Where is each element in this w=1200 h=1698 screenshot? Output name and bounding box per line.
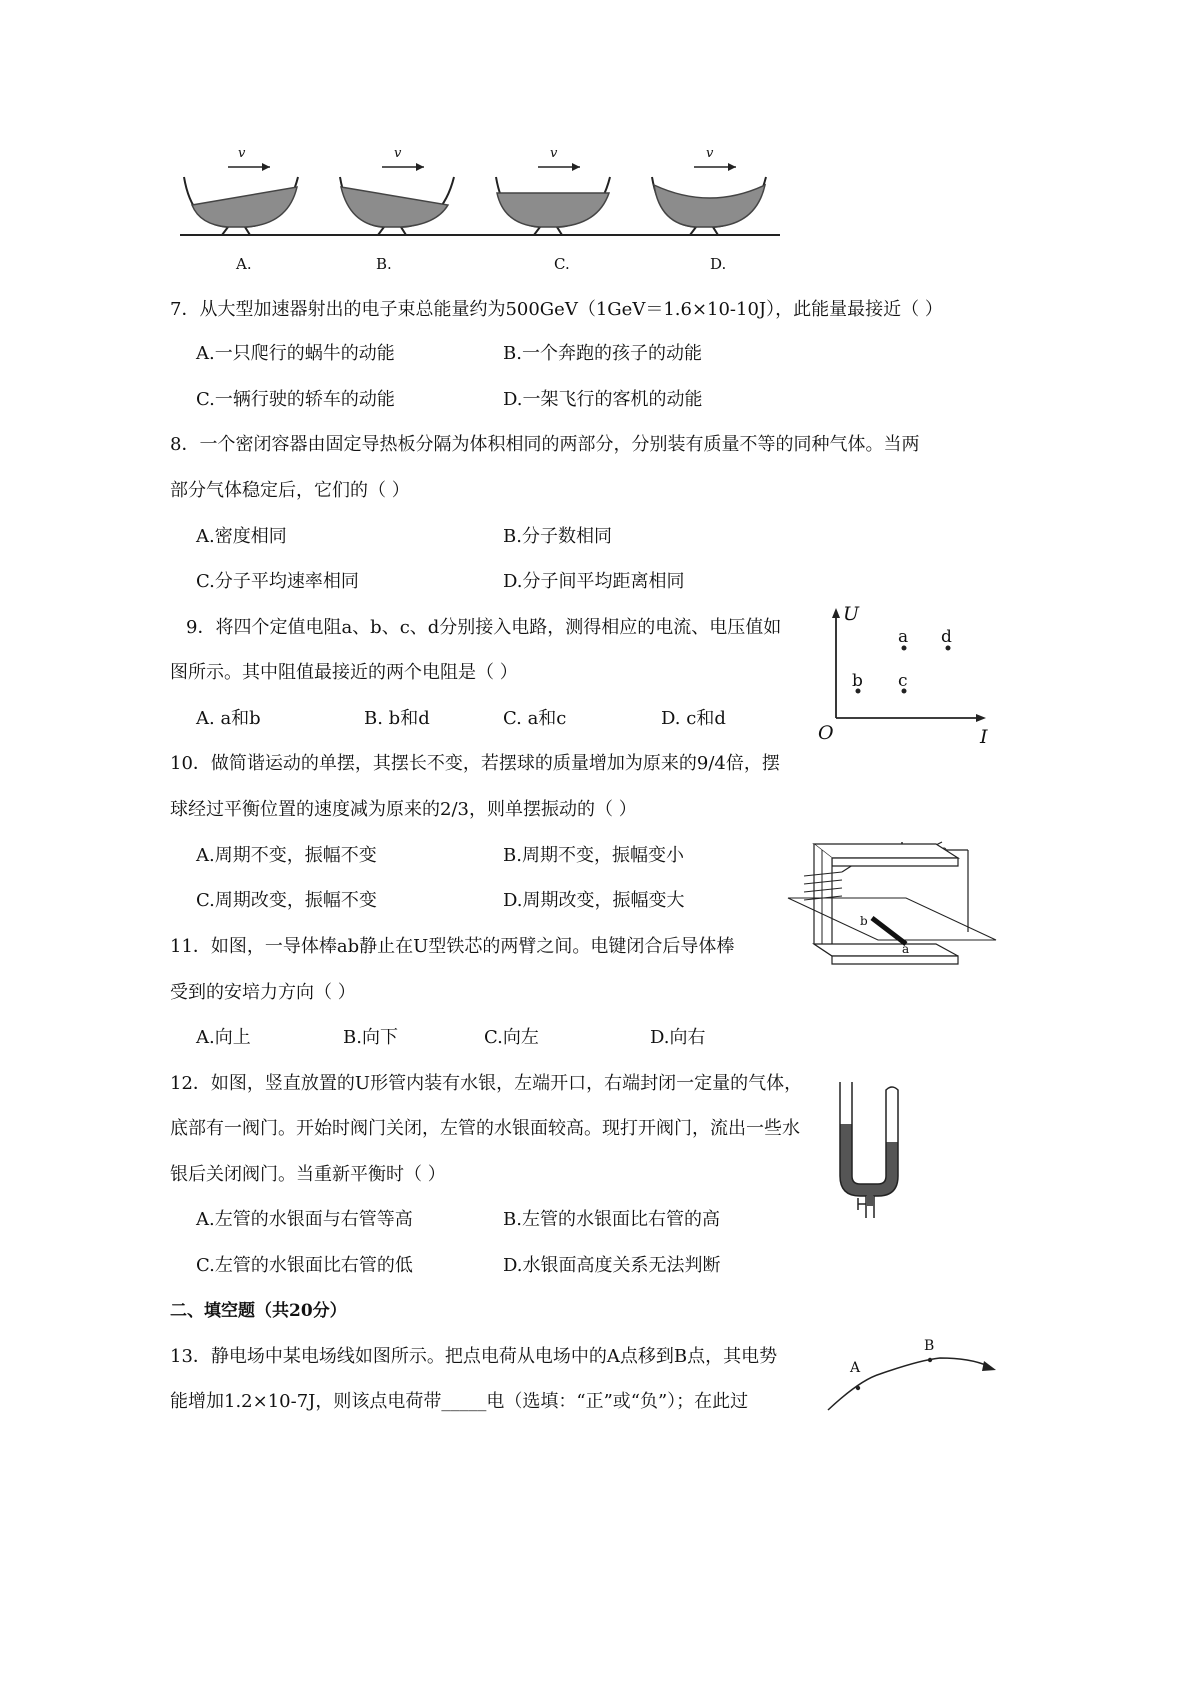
bowl-b [340,163,454,235]
q12-option-a[interactable]: A.左管的水银面与右管等高 [196,1209,413,1230]
q8-stem-line1: 8．一个密闭容器由固定导热板分隔为体积相同的两部分，分别装有质量不等的同种气体。当两 [170,434,920,455]
ui-graph-y-label: U [843,603,860,625]
bowl-d [652,163,766,235]
q9-stem-line2: 图所示。其中阻值最接近的两个电阻是（ ） [170,662,518,683]
q12-option-b[interactable]: B.左管的水银面比右管的高 [503,1209,720,1230]
ui-graph-label-a: a [898,627,909,647]
q11-option-d[interactable]: D.向右 [650,1027,706,1048]
q7-option-b[interactable]: B.一个奔跑的孩子的动能 [503,343,702,364]
q9-stem-line1: 9．将四个定值电阻a、b、c、d分别接入电路，测得相应的电流、电压值如 [186,617,782,638]
q9-option-c[interactable]: C. a和c [503,708,567,729]
q7-option-c[interactable]: C.一辆行驶的轿车的动能 [196,389,395,410]
section-2-title: 二、填空题（共20分） [170,1301,347,1321]
q11-stem-line2: 受到的安培力方向（ ） [170,982,356,1003]
q10-option-d[interactable]: D.周期改变，振幅变大 [503,890,685,911]
q13-stem-line2: 能增加1.2×10-7J，则该点电荷带_____电（选填：“正”或“负”）；在此过 [170,1391,749,1412]
q7-option-a[interactable]: A.一只爬行的蜗牛的动能 [196,343,395,364]
q9-option-a[interactable]: A. a和b [196,708,261,729]
q8-option-d[interactable]: D.分子间平均距离相同 [503,571,685,592]
iron-core-label-b: b [860,914,868,928]
iron-core-label-a: a [902,942,910,956]
q12-option-d[interactable]: D.水银面高度关系无法判断 [503,1255,721,1276]
bowl-velocity-label-a: v [238,146,246,161]
q13-stem-line1: 13．静电场中某电场线如图所示。把点电荷从电场中的A点移到B点，其电势 [170,1346,778,1367]
ui-graph-label-b: b [852,671,863,691]
q10-option-c[interactable]: C.周期改变，振幅不变 [196,890,377,911]
q9-option-d[interactable]: D. c和d [661,708,726,729]
q10-option-b[interactable]: B.周期不变，振幅变小 [503,845,684,866]
bowl-label-b: B. [376,255,392,273]
q11-option-c[interactable]: C.向左 [484,1027,539,1048]
bowl-label-c: C. [554,255,570,273]
ui-graph-origin: O [818,722,834,744]
q8-stem-line2: 部分气体稳定后，它们的（ ） [170,480,410,501]
bowl-label-a: A. [236,255,252,273]
bowls-figure [170,145,810,245]
q9-option-b[interactable]: B. b和d [364,708,430,729]
q8-option-a[interactable]: A.密度相同 [196,526,287,547]
q10-option-a[interactable]: A.周期不变，振幅不变 [196,845,377,866]
q12-stem-line1: 12．如图，竖直放置的U形管内装有水银，左端开口，右端封闭一定量的气体， [170,1073,803,1094]
q7-option-d[interactable]: D.一架飞行的客机的动能 [503,389,703,410]
ui-graph-x-label: I [980,726,988,748]
field-line-figure [820,1340,1010,1420]
field-point-b [928,1358,932,1362]
bowl-velocity-label-c: v [550,146,558,161]
bowl-c [496,163,610,235]
field-label-b: B [924,1338,935,1354]
bowl-velocity-label-b: v [394,146,402,161]
q7-stem: 7．从大型加速器射出的电子束总能量约为500GeV（1GeV＝1.6×10-10J），此能量最接近（ ） [170,299,943,320]
ui-graph-label-d: d [941,627,952,647]
ui-graph-label-c: c [898,671,908,691]
field-point-a [856,1386,860,1390]
field-label-a: A [850,1360,861,1376]
bowl-a [184,163,298,235]
q8-option-c[interactable]: C.分子平均速率相同 [196,571,359,592]
q10-stem-line1: 10．做简谐运动的单摆，其摆长不变，若摆球的质量增加为原来的9/4倍，摆 [170,753,780,774]
q8-option-b[interactable]: B.分子数相同 [503,526,612,547]
u-tube-figure [830,1076,910,1226]
bowl-label-d: D. [710,255,727,273]
q12-stem-line2: 底部有一阀门。开始时阀门关闭，左管的水银面较高。现打开阀门，流出一些水 [170,1118,800,1139]
q12-stem-line3: 银后关闭阀门。当重新平衡时（ ） [170,1164,446,1185]
bowl-velocity-label-d: v [706,146,714,161]
iron-core-figure [786,832,996,972]
q11-stem-line1: 11．如图，一导体棒ab静止在U型铁芯的两臂之间。电键闭合后导体棒 [170,936,735,957]
q11-option-a[interactable]: A.向上 [196,1027,251,1048]
q11-option-b[interactable]: B.向下 [343,1027,398,1048]
q10-stem-line2: 球经过平衡位置的速度减为原来的2/3，则单摆振动的（ ） [170,799,637,820]
q12-option-c[interactable]: C.左管的水银面比右管的低 [196,1255,413,1276]
